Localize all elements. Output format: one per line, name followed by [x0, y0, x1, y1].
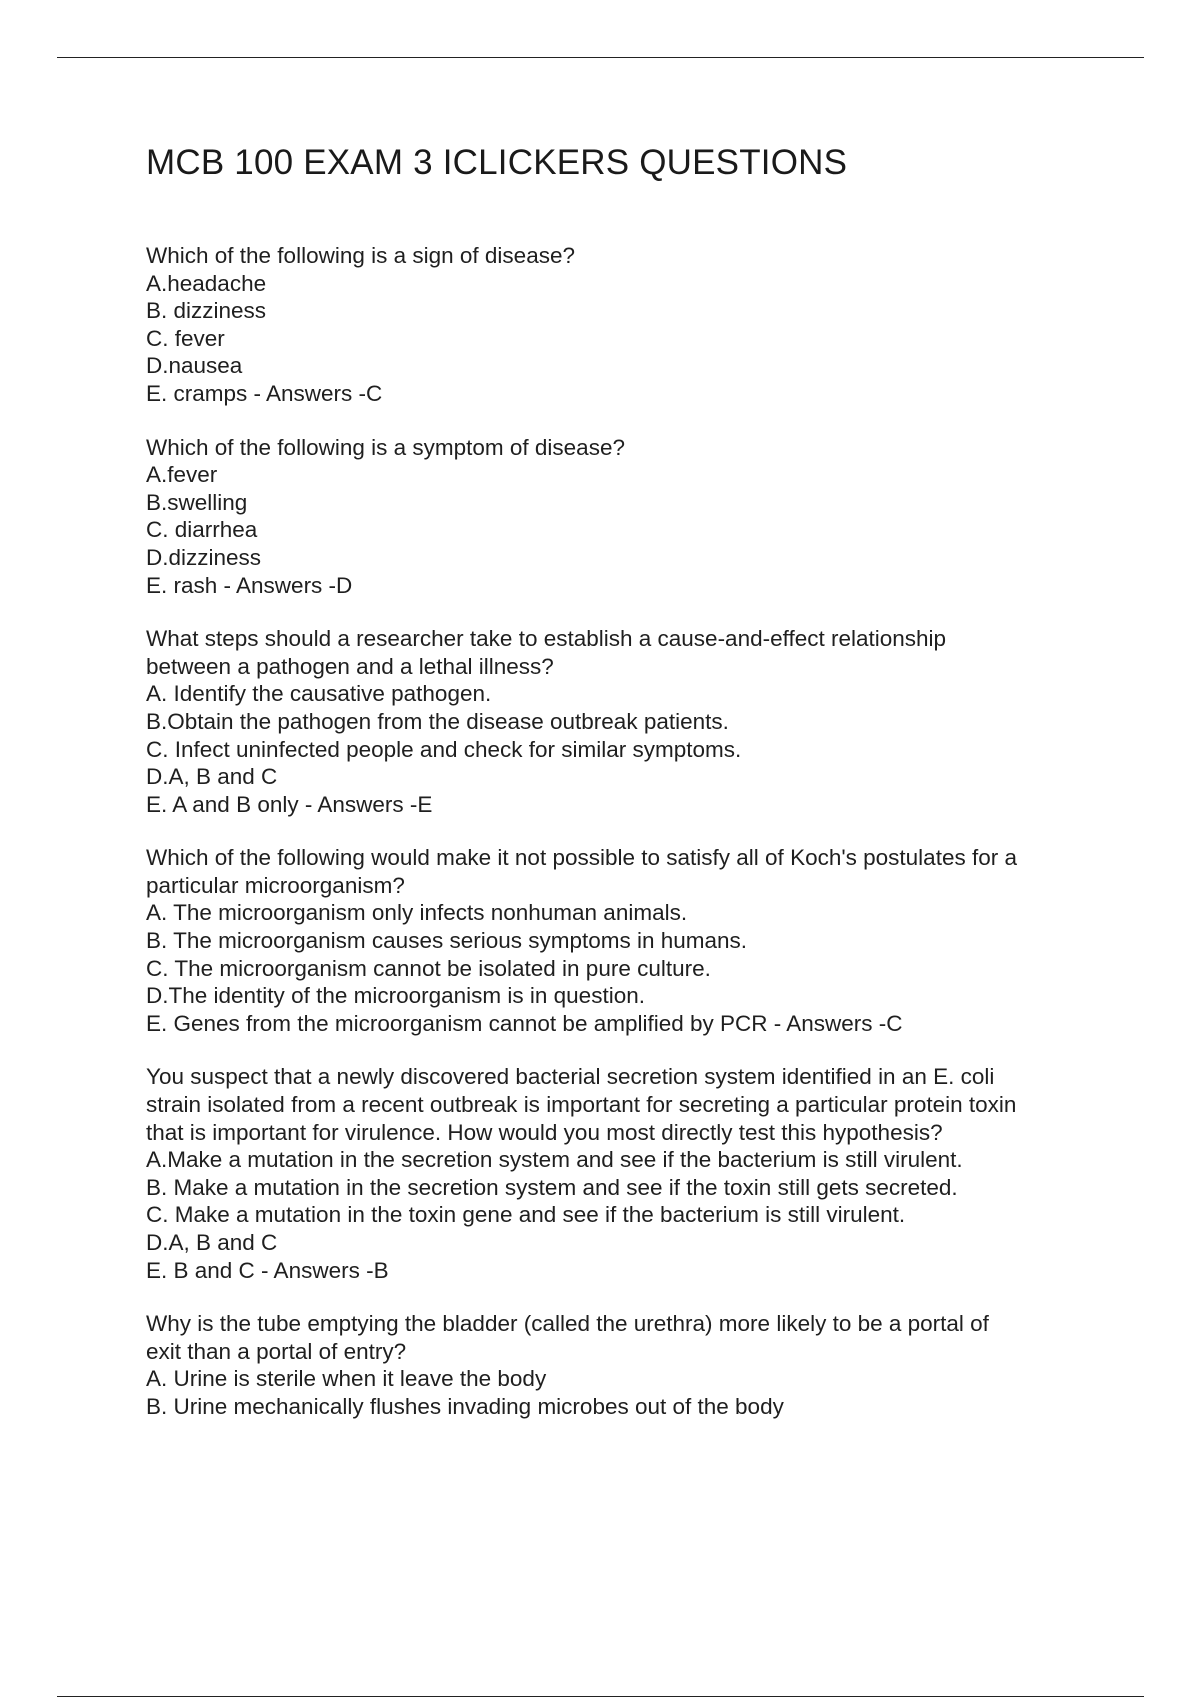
document-title: MCB 100 EXAM 3 ICLICKERS QUESTIONS: [146, 143, 848, 182]
question-text: particular microorganism?: [146, 872, 405, 898]
answer-option: A.fever: [146, 462, 218, 488]
question-block-6: [146, 1310, 1106, 1420]
question-text: between a pathogen and a lethal illness?: [146, 653, 554, 679]
bottom-rule: [57, 1696, 1144, 1697]
answer-option: B.swelling: [146, 489, 248, 515]
question-text: Why is the tube emptying the bladder (called the urethra) more likely to be a portal of: [146, 1311, 989, 1337]
answer-option-with-key: E. cramps - Answers -C: [146, 380, 383, 406]
answer-option: C. diarrhea: [146, 517, 258, 543]
answer-option-with-key: E. B and C - Answers -B: [146, 1257, 389, 1283]
question-text: What steps should a researcher take to establish a cause-and-effect relationship: [146, 626, 947, 652]
answer-option: B.Obtain the pathogen from the disease outbreak patients.: [146, 708, 729, 734]
question-block-5: [146, 1063, 1106, 1284]
question-block-2: [146, 434, 1106, 600]
answer-option: B. Urine mechanically flushes invading microbes out of the body: [146, 1393, 784, 1419]
question-text: strain isolated from a recent outbreak is important for secreting a particular protein toxin: [146, 1092, 1017, 1118]
answer-option: C. Infect uninfected people and check for similar symptoms.: [146, 736, 742, 762]
answer-option: A. Identify the causative pathogen.: [146, 681, 492, 707]
question-block-4: [146, 844, 1106, 1037]
answer-option: D.dizziness: [146, 544, 262, 570]
question-text: Which of the following is a sign of disease?: [146, 243, 575, 268]
question-block-1: [146, 242, 1106, 408]
question-block-3: [146, 625, 1106, 818]
answer-option: B. Make a mutation in the secretion system and see if the toxin still gets secreted.: [146, 1174, 958, 1200]
question-text: Which of the following is a symptom of disease?: [146, 434, 625, 460]
answer-option: D.nausea: [146, 353, 243, 379]
top-rule: [57, 57, 1144, 58]
answer-option: D.The identity of the microorganism is in question.: [146, 983, 645, 1009]
answer-option: C. The microorganism cannot be isolated in pure culture.: [146, 955, 711, 981]
question-text: You suspect that a newly discovered bacterial secretion system identified in an E. coli: [146, 1064, 995, 1090]
answer-option: B. The microorganism causes serious symptoms in humans.: [146, 928, 748, 954]
answer-option: A.Make a mutation in the secretion system and see if the bacterium is still virulent.: [146, 1147, 963, 1173]
answer-option: A. The microorganism only infects nonhuman animals.: [146, 900, 688, 926]
answer-option: D.A, B and C: [146, 1230, 278, 1255]
answer-option: C. Make a mutation in the toxin gene and see if the bacterium is still virulent.: [146, 1202, 906, 1228]
question-list: [146, 242, 1106, 1447]
answer-option: A. Urine is sterile when it leave the body: [146, 1366, 547, 1392]
answer-option: A.headache: [146, 270, 267, 296]
answer-option: C. fever: [146, 325, 225, 351]
question-text: that is important for virulence. How would you most directly test this hypothesis?: [146, 1119, 943, 1145]
question-text: exit than a portal of entry?: [146, 1338, 407, 1364]
answer-option-with-key: E. Genes from the microorganism cannot be amplified by PCR - Answers -C: [146, 1010, 903, 1036]
answer-option: D.A, B and C: [146, 764, 278, 790]
answer-option-with-key: E. rash - Answers -D: [146, 572, 353, 598]
question-text: Which of the following would make it not possible to satisfy all of Koch's postulates for a: [146, 845, 1017, 871]
answer-option: B. dizziness: [146, 298, 267, 324]
answer-option-with-key: E. A and B only - Answers -E: [146, 791, 433, 817]
